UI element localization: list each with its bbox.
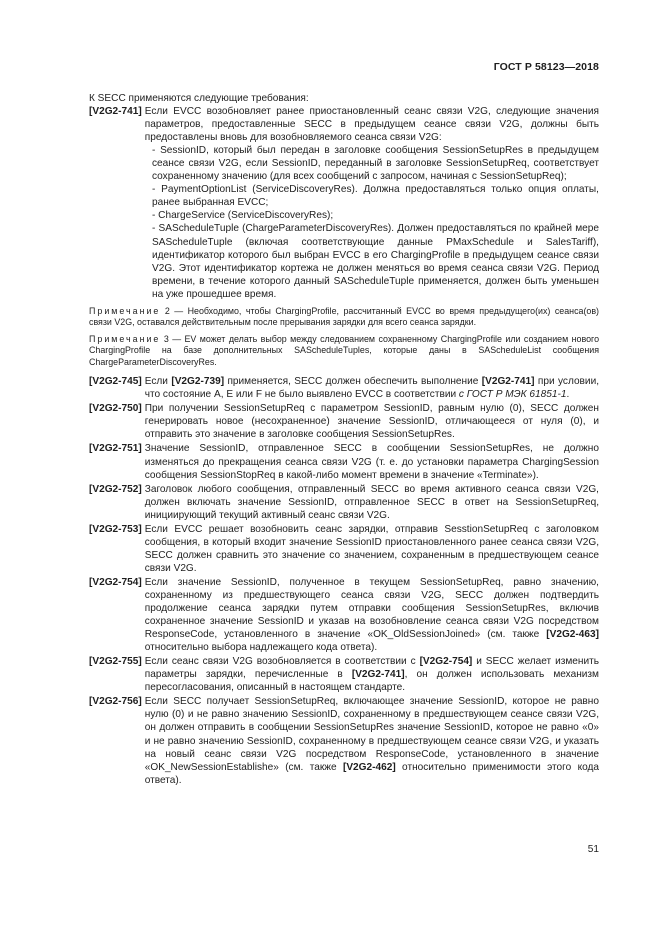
requirement-ref: [V2G2-739] xyxy=(171,376,225,388)
requirement-text: Заголовок любого сообщения, отправленный SECC во время активного сеанса связи V2G, должен включать значение SessionID, отправленное SECC в ответ на SessionSetupReq, инициирующий текущий активный сеанс связи V2G. xyxy=(144,483,599,521)
requirement-v2g2-751 xyxy=(89,442,599,481)
requirement-v2g2-741 xyxy=(89,105,599,144)
requirement-id: [V2G2-754] xyxy=(89,576,142,588)
text-run: Если сеанс связи V2G возобновляется в соответствии с xyxy=(144,656,420,668)
requirement-ref: [V2G2-741] xyxy=(351,669,405,681)
requirement-id: [V2G2-755] xyxy=(89,656,142,668)
text-run: Если SECC получает SessionSetupReq, включающее значение SessionID, которое не равно нулю (0) и не равно значению SessionID, сохраненному в предшествующем сеансе связи V2G, он должен отправить в сообщении SessionSetupRes значение SessionID, которое не равно «0» и не равно значению SessionID, сохраненному в предшествующем сеансе связи V2G, и указать на новый сеанс связи V2G посредством ResponseCode, установленного в значение «OK_NewSessionEstablishe» (см. также xyxy=(144,696,599,773)
note-label: Примечание xyxy=(89,333,161,344)
intro-text: К SECC применяются следующие требования: xyxy=(89,93,309,104)
page-content xyxy=(89,92,599,788)
requirement-id: [V2G2-751] xyxy=(89,443,142,455)
note-label: Примечание xyxy=(89,305,161,316)
requirement-v2g2-753 xyxy=(89,523,599,575)
requirement-id: [V2G2-753] xyxy=(89,523,142,535)
requirement-text xyxy=(145,695,599,786)
list-item: - SAScheduleTuple (ChargeParameterDiscoveryRes). Должен предоставляться по крайней мере SAScheduleTuple (включая соответствующие данные PMaxSchedule и SalesTariff), идентификатор которого был выбран EVCC в его ChargingProfile в предыдущем сеансе связи V2G. Этот идентификатор кортежа не должен меняться во время сеанса связи V2G. Период времени, в течение которого данный SAScheduleTuple применяется, должен быть уменьшен на уже прошедшее время. xyxy=(152,223,599,300)
requirement-v2g2-750 xyxy=(89,402,599,441)
text-run: и SECC желает изменить параметры зарядки, перечисленные в xyxy=(144,656,599,681)
requirement-741-items xyxy=(152,144,599,301)
text-run: Если xyxy=(144,376,172,388)
requirement-text xyxy=(145,375,599,401)
requirement-id: [V2G2-741] xyxy=(89,106,142,118)
text-run: Если значение SessionID, полученное в текущем SessionSetupReq, равно значению, сохраненному из предшествующего сеанса связи V2G, SECC должен подтвердить продолжение сеанса зарядки путем отправки сообщения SessionSetupRes, включив сохраненное значение SessionID и указав на возобновление сеанса связи V2G посредством ResponseCode, установленного в значение «OK_OldSessionJoined» (см. также xyxy=(144,576,599,641)
requirement-id: [V2G2-756] xyxy=(89,696,142,708)
note-text: 3 — EV может делать выбор между следованием сохраненному ChargingProfile или созданием нового ChargingProfile на базе дополнительных SAScheduleTuples, которые даны в SAScheduleList сообщения ChargeParameterDiscoveryRes. xyxy=(89,333,599,367)
requirements-list xyxy=(89,375,599,786)
requirement-ref: [V2G2-754] xyxy=(419,656,473,668)
text-run: . xyxy=(566,389,570,401)
requirement-v2g2-752 xyxy=(89,483,599,522)
requirement-id: [V2G2-750] xyxy=(89,403,142,415)
note-text: 2 — Необходимо, чтобы ChargingProfile, рассчитанный EVCC во время предыдущего(их) сеанса(ов) связи V2G, оставался действительным после прерывания зарядки для всего сеанса зарядки. xyxy=(89,305,600,328)
text-run: применяется, SECC должен обеспечить выполнение xyxy=(224,376,482,388)
requirement-text: При получении SessionSetupReq с параметром SessionID, равным нулю (0), SECC должен генерировать новое (несохраненное) значение SessionID, отличающееся от нуля (0), и отправить это значение в заголовке сообщения SessionSetupRes. xyxy=(144,403,599,441)
text-run: , он должен использовать механизм пересогласования, описанный в настоящем стандарте. xyxy=(144,669,599,694)
requirement-ref: [V2G2-463] xyxy=(546,629,599,641)
standard-ref: с ГОСТ Р МЭК 61851-1 xyxy=(458,389,567,401)
requirement-v2g2-754 xyxy=(89,576,599,654)
list-item: - SessionID, который был передан в заголовке сообщения SessionSetupRes в предыдущем сеансе связи V2G, если SessionID, переданный в заголовке SessionSetupReq, соответствует сохраненному значению (для всех сообщений с запросом, начиная с SessionSetupReq); xyxy=(152,145,599,183)
requirement-id: [V2G2-752] xyxy=(89,483,142,495)
list-item: - ChargeService (ServiceDiscoveryRes); xyxy=(152,210,334,222)
text-run: относительно выбора надлежащего кода ответа). xyxy=(144,642,378,654)
requirement-text: Если EVCC решает возобновить сеанс зарядки, отправив SesstionSetupReq с заголовком сообщения, в который входит значение SessionID приостановленного ранее сеанса связи V2G, SECC должен сравнить это значение со значением, сохраненным в предшествующем сеансе связи V2G. xyxy=(144,523,599,574)
requirement-ref: [V2G2-462] xyxy=(342,761,396,773)
note-2 xyxy=(89,306,599,329)
requirement-text: Значение SessionID, отправленное SECC в сообщении SessionSetupRes, не должно изменяться до прекращения сеанса связи V2G (т. е. до установки параметра ChargingSession сообщения SessionStopReq в какой-либо момент времени в значение «Terminate»). xyxy=(144,443,599,481)
requirement-v2g2-756 xyxy=(89,695,599,786)
requirement-id: [V2G2-745] xyxy=(89,376,142,388)
requirement-v2g2-745 xyxy=(89,375,599,401)
note-3 xyxy=(89,334,599,369)
text-run: при условии, что состояние A, E или F не было выявлено EVCC в соответствии xyxy=(144,376,600,401)
list-item: - PaymentOptionList (ServiceDiscoveryRes). Должна предоставляться только опция оплаты, ранее выбранная EVCC; xyxy=(152,184,599,209)
requirement-ref: [V2G2-741] xyxy=(481,376,535,388)
requirement-text xyxy=(145,655,599,694)
requirement-text: Если EVCC возобновляет ранее приостановленный сеанс связи V2G, следующие значения параметров, предоставленные SECC в предыдущем сеансе связи V2G, должны быть предоставлены вновь для возобновляемого сеанса связи V2G: xyxy=(144,106,599,144)
text-run: относительно применимости этого кода ответа). xyxy=(144,761,599,786)
document-header: ГОСТ Р 58123—2018 xyxy=(493,61,599,73)
page-number: 51 xyxy=(587,844,599,855)
requirement-text xyxy=(145,576,599,654)
requirement-v2g2-755 xyxy=(89,655,599,694)
